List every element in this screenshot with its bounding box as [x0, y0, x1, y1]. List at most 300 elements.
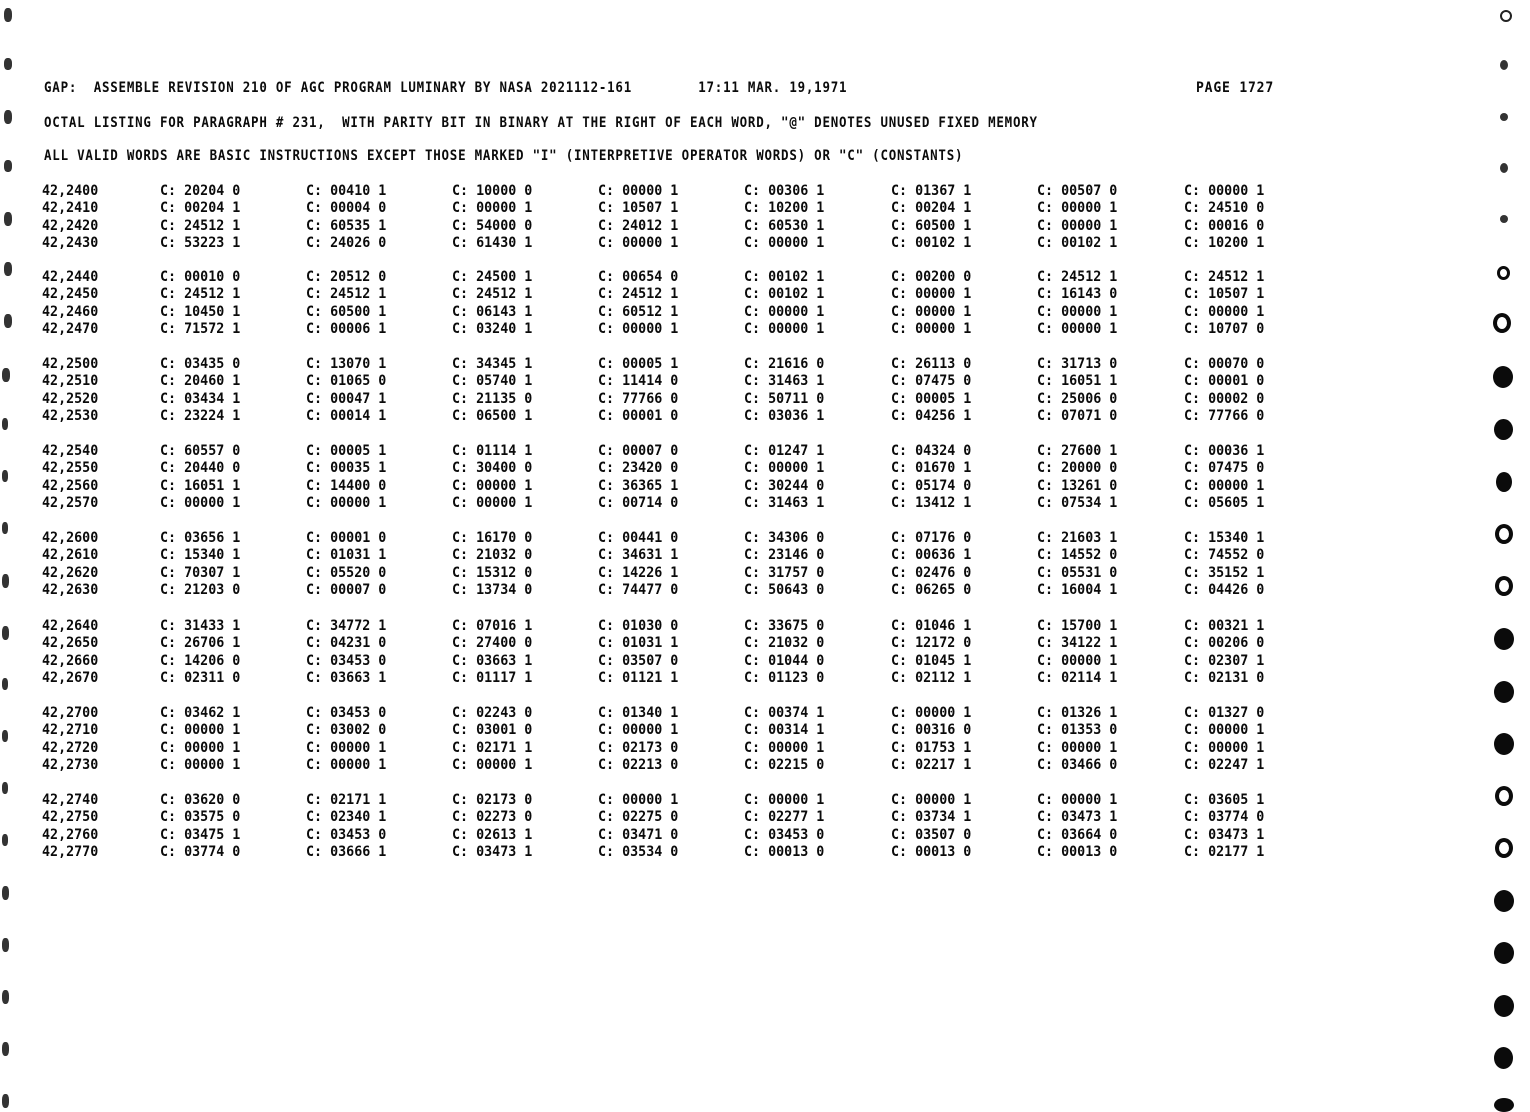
- listing-row: [0, 618, 1530, 635]
- word-cell: C: 24512 1: [1037, 269, 1118, 285]
- word-cell: C: 03507 0: [598, 652, 679, 669]
- word-cell: C: 77766 0: [598, 390, 679, 407]
- edge-mark-icon: [2, 522, 8, 534]
- listing-row: [0, 565, 1530, 582]
- word-cell: C: 00000 1: [891, 286, 972, 303]
- word-cell: C: 03666 1: [306, 843, 387, 860]
- word-cell: C: 00001 0: [1184, 373, 1265, 390]
- word-cell: C: 06500 1: [452, 407, 533, 424]
- word-cell: C: 00000 1: [1037, 320, 1118, 337]
- address-cell: 42,2610: [42, 547, 99, 564]
- address-cell: 42,2550: [42, 460, 99, 477]
- word-cell: C: 21603 1: [1037, 530, 1118, 546]
- word-cell: C: 00000 1: [598, 792, 679, 808]
- word-cell: C: 07475 0: [891, 373, 972, 390]
- word-cell: C: 31433 1: [160, 618, 241, 634]
- word-cell: C: 00004 0: [306, 200, 387, 217]
- word-cell: C: 21203 0: [160, 581, 241, 598]
- word-cell: C: 61430 1: [452, 234, 533, 251]
- listing-legend: ALL VALID WORDS ARE BASIC INSTRUCTIONS EXCEPT THOSE MARKED "I" (INTERPRETIVE OPERATOR WORDS) OR "C" (CONSTANTS): [44, 148, 964, 164]
- word-cell: C: 20000 0: [1037, 460, 1118, 477]
- word-cell: C: 00036 1: [1184, 443, 1265, 459]
- word-cell: C: 00000 1: [598, 320, 679, 337]
- word-cell: C: 00035 1: [306, 460, 387, 477]
- word-cell: C: 00321 1: [1184, 618, 1265, 634]
- word-cell: C: 02275 0: [598, 809, 679, 826]
- word-cell: C: 03620 0: [160, 792, 241, 808]
- word-cell: C: 16170 0: [452, 530, 533, 546]
- listing-block: [0, 792, 1530, 861]
- listing-subtitle: OCTAL LISTING FOR PARAGRAPH # 231, WITH PARITY BIT IN BINARY AT THE RIGHT OF EACH WORD, "@" DENOTES UNUSED FIXED MEMORY: [44, 115, 1038, 131]
- word-cell: C: 23146 0: [744, 547, 825, 564]
- word-cell: C: 00206 0: [1184, 635, 1265, 652]
- word-cell: C: 24012 1: [598, 217, 679, 234]
- listing-row: [0, 183, 1530, 200]
- word-cell: C: 50643 0: [744, 581, 825, 598]
- word-cell: C: 00013 0: [891, 843, 972, 860]
- word-cell: C: 01031 1: [598, 635, 679, 652]
- word-cell: C: 13261 0: [1037, 477, 1118, 494]
- word-cell: C: 20440 0: [160, 460, 241, 477]
- word-cell: C: 03240 1: [452, 320, 533, 337]
- word-cell: C: 02247 1: [1184, 756, 1265, 773]
- word-cell: C: 00654 0: [598, 269, 679, 285]
- word-cell: C: 14206 0: [160, 652, 241, 669]
- word-cell: C: 24512 1: [1184, 269, 1265, 285]
- word-cell: C: 01117 1: [452, 669, 533, 686]
- edge-mark-icon: [4, 212, 12, 226]
- listing-row: [0, 200, 1530, 217]
- word-cell: C: 31713 0: [1037, 356, 1118, 372]
- word-cell: C: 21032 0: [452, 547, 533, 564]
- word-cell: C: 77766 0: [1184, 407, 1265, 424]
- word-cell: C: 60512 1: [598, 303, 679, 320]
- word-cell: C: 05531 0: [1037, 564, 1118, 581]
- word-cell: C: 03774 0: [160, 843, 241, 860]
- word-cell: C: 24512 1: [160, 217, 241, 234]
- word-cell: C: 03507 0: [891, 826, 972, 843]
- word-cell: C: 00000 1: [1037, 200, 1118, 217]
- word-cell: C: 05520 0: [306, 564, 387, 581]
- word-cell: C: 00314 1: [744, 722, 825, 739]
- word-cell: C: 00000 1: [452, 756, 533, 773]
- word-cell: C: 00013 0: [1037, 843, 1118, 860]
- listing-row: [0, 408, 1530, 425]
- listing-row: [0, 722, 1530, 739]
- edge-mark-icon: [2, 678, 8, 690]
- word-cell: C: 00000 1: [160, 722, 241, 739]
- word-cell: C: 00714 0: [598, 494, 679, 511]
- listing-row: [0, 460, 1530, 477]
- word-cell: C: 01046 1: [891, 618, 972, 634]
- word-cell: C: 03774 0: [1184, 809, 1265, 826]
- listing-row: [0, 705, 1530, 722]
- feed-hole-icon: [1500, 10, 1512, 22]
- word-cell: C: 01031 1: [306, 547, 387, 564]
- address-cell: 42,2510: [42, 373, 99, 390]
- listing-row: [0, 530, 1530, 547]
- edge-mark-icon: [2, 418, 8, 430]
- listing-block: [0, 356, 1530, 425]
- word-cell: C: 03663 1: [306, 669, 387, 686]
- address-cell: 42,2520: [42, 390, 99, 407]
- address-cell: 42,2570: [42, 494, 99, 511]
- word-cell: C: 24510 0: [1184, 200, 1265, 217]
- word-cell: C: 02307 1: [1184, 652, 1265, 669]
- word-cell: C: 03656 1: [160, 530, 241, 546]
- word-cell: C: 03473 1: [1037, 809, 1118, 826]
- word-cell: C: 60530 1: [744, 217, 825, 234]
- listing-row: [0, 269, 1530, 286]
- word-cell: C: 00000 1: [160, 494, 241, 511]
- word-cell: C: 16143 0: [1037, 286, 1118, 303]
- feed-hole-icon: [1495, 838, 1513, 858]
- word-cell: C: 01326 1: [1037, 705, 1118, 721]
- word-cell: C: 71572 1: [160, 320, 241, 337]
- feed-hole-icon: [1500, 113, 1508, 121]
- word-cell: C: 53223 1: [160, 234, 241, 251]
- edge-mark-icon: [2, 368, 10, 382]
- word-cell: C: 00102 1: [891, 234, 972, 251]
- word-cell: C: 00047 1: [306, 390, 387, 407]
- word-cell: C: 02173 0: [598, 739, 679, 756]
- word-cell: C: 02171 1: [306, 792, 387, 808]
- word-cell: C: 01030 0: [598, 618, 679, 634]
- word-cell: C: 00636 1: [891, 547, 972, 564]
- word-cell: C: 02340 1: [306, 809, 387, 826]
- word-cell: C: 03605 1: [1184, 792, 1265, 808]
- edge-mark-icon: [2, 834, 8, 846]
- word-cell: C: 00000 1: [306, 739, 387, 756]
- listing-row: [0, 286, 1530, 303]
- edge-mark-icon: [4, 314, 12, 328]
- word-cell: C: 00000 1: [452, 494, 533, 511]
- word-cell: C: 03453 0: [306, 705, 387, 721]
- listing-row: [0, 582, 1530, 599]
- word-cell: C: 06265 0: [891, 581, 972, 598]
- word-cell: C: 00102 1: [1037, 234, 1118, 251]
- word-cell: C: 00316 0: [891, 722, 972, 739]
- address-cell: 42,2430: [42, 234, 99, 251]
- word-cell: C: 25006 0: [1037, 390, 1118, 407]
- word-cell: C: 05740 1: [452, 373, 533, 390]
- word-cell: C: 21135 0: [452, 390, 533, 407]
- word-cell: C: 00000 1: [1037, 303, 1118, 320]
- edge-mark-icon: [4, 160, 12, 172]
- address-cell: 42,2750: [42, 809, 99, 826]
- word-cell: C: 01045 1: [891, 652, 972, 669]
- word-cell: C: 34345 1: [452, 356, 533, 372]
- word-cell: C: 02173 0: [452, 792, 533, 808]
- feed-hole-icon: [1496, 472, 1512, 492]
- feed-hole-icon: [1493, 366, 1513, 388]
- feed-hole-icon: [1495, 576, 1513, 596]
- word-cell: C: 00306 1: [744, 183, 825, 199]
- word-cell: C: 00000 1: [744, 792, 825, 808]
- word-cell: C: 00010 0: [160, 269, 241, 285]
- word-cell: C: 03471 0: [598, 826, 679, 843]
- word-cell: C: 27400 0: [452, 635, 533, 652]
- word-cell: C: 15340 1: [160, 547, 241, 564]
- word-cell: C: 60500 1: [306, 303, 387, 320]
- listing-row: [0, 478, 1530, 495]
- word-cell: C: 00000 1: [306, 756, 387, 773]
- address-cell: 42,2460: [42, 303, 99, 320]
- word-cell: C: 00007 0: [598, 443, 679, 459]
- listing-row: [0, 809, 1530, 826]
- feed-hole-icon: [1494, 681, 1514, 703]
- word-cell: C: 16051 1: [1037, 373, 1118, 390]
- address-cell: 42,2760: [42, 826, 99, 843]
- word-cell: C: 01753 1: [891, 739, 972, 756]
- listing-row: [0, 218, 1530, 235]
- word-cell: C: 00000 1: [744, 303, 825, 320]
- listing-block: [0, 530, 1530, 599]
- word-cell: C: 01367 1: [891, 183, 972, 199]
- word-cell: C: 02311 0: [160, 669, 241, 686]
- listing-row: [0, 653, 1530, 670]
- feed-hole-icon: [1493, 313, 1511, 333]
- word-cell: C: 02215 0: [744, 756, 825, 773]
- word-cell: C: 00200 0: [891, 269, 972, 285]
- edge-mark-icon: [2, 470, 8, 482]
- word-cell: C: 00000 1: [452, 200, 533, 217]
- word-cell: C: 24026 0: [306, 234, 387, 251]
- word-cell: C: 01670 1: [891, 460, 972, 477]
- address-cell: 42,2660: [42, 652, 99, 669]
- word-cell: C: 10450 1: [160, 303, 241, 320]
- word-cell: C: 03475 1: [160, 826, 241, 843]
- word-cell: C: 03466 0: [1037, 756, 1118, 773]
- word-cell: C: 23420 0: [598, 460, 679, 477]
- listing-row: [0, 547, 1530, 564]
- address-cell: 42,2400: [42, 183, 99, 199]
- address-cell: 42,2720: [42, 739, 99, 756]
- word-cell: C: 03453 0: [306, 652, 387, 669]
- word-cell: C: 14400 0: [306, 477, 387, 494]
- edge-mark-icon: [2, 1042, 9, 1056]
- word-cell: C: 01353 0: [1037, 722, 1118, 739]
- listing-row: [0, 391, 1530, 408]
- listing-row: [0, 321, 1530, 338]
- listing-block: [0, 705, 1530, 774]
- word-cell: C: 13734 0: [452, 581, 533, 598]
- address-cell: 42,2540: [42, 443, 99, 459]
- word-cell: C: 01065 0: [306, 373, 387, 390]
- word-cell: C: 00000 1: [598, 234, 679, 251]
- edge-mark-icon: [2, 730, 8, 742]
- word-cell: C: 00102 1: [744, 286, 825, 303]
- word-cell: C: 01123 0: [744, 669, 825, 686]
- edge-mark-icon: [2, 782, 8, 794]
- word-cell: C: 02277 1: [744, 809, 825, 826]
- word-cell: C: 00000 1: [160, 739, 241, 756]
- word-cell: C: 04426 0: [1184, 581, 1265, 598]
- word-cell: C: 31757 0: [744, 564, 825, 581]
- address-cell: 42,2410: [42, 200, 99, 217]
- word-cell: C: 04256 1: [891, 407, 972, 424]
- word-cell: C: 21616 0: [744, 356, 825, 372]
- address-cell: 42,2620: [42, 564, 99, 581]
- word-cell: C: 02613 1: [452, 826, 533, 843]
- word-cell: C: 02213 0: [598, 756, 679, 773]
- word-cell: C: 00000 1: [1184, 722, 1265, 739]
- word-cell: C: 13412 1: [891, 494, 972, 511]
- word-cell: C: 02217 1: [891, 756, 972, 773]
- address-cell: 42,2450: [42, 286, 99, 303]
- word-cell: C: 03002 0: [306, 722, 387, 739]
- address-cell: 42,2770: [42, 843, 99, 860]
- feed-hole-icon: [1497, 266, 1510, 280]
- word-cell: C: 33675 0: [744, 618, 825, 634]
- word-cell: C: 00000 1: [744, 234, 825, 251]
- word-cell: C: 00005 1: [891, 390, 972, 407]
- word-cell: C: 24512 1: [160, 286, 241, 303]
- address-cell: 42,2730: [42, 756, 99, 773]
- address-cell: 42,2470: [42, 320, 99, 337]
- edge-mark-icon: [4, 8, 12, 22]
- word-cell: C: 00000 1: [1184, 739, 1265, 756]
- word-cell: C: 07176 0: [891, 530, 972, 546]
- address-cell: 42,2420: [42, 217, 99, 234]
- listing-block: [0, 269, 1530, 338]
- word-cell: C: 04324 0: [891, 443, 972, 459]
- word-cell: C: 02114 1: [1037, 669, 1118, 686]
- listing-row: [0, 373, 1530, 390]
- word-cell: C: 12172 0: [891, 635, 972, 652]
- address-cell: 42,2440: [42, 269, 99, 285]
- word-cell: C: 00000 1: [1184, 183, 1265, 199]
- address-cell: 42,2630: [42, 581, 99, 598]
- word-cell: C: 13070 1: [306, 356, 387, 372]
- word-cell: C: 04231 0: [306, 635, 387, 652]
- word-cell: C: 34631 1: [598, 547, 679, 564]
- word-cell: C: 00000 1: [744, 460, 825, 477]
- word-cell: C: 03453 0: [744, 826, 825, 843]
- address-cell: 42,2650: [42, 635, 99, 652]
- word-cell: C: 03664 0: [1037, 826, 1118, 843]
- word-cell: C: 00013 0: [744, 843, 825, 860]
- word-cell: C: 10507 1: [598, 200, 679, 217]
- word-cell: C: 00000 1: [306, 494, 387, 511]
- word-cell: C: 02112 1: [891, 669, 972, 686]
- word-cell: C: 26113 0: [891, 356, 972, 372]
- word-cell: C: 05174 0: [891, 477, 972, 494]
- word-cell: C: 27600 1: [1037, 443, 1118, 459]
- word-cell: C: 02177 1: [1184, 843, 1265, 860]
- feed-hole-icon: [1500, 215, 1508, 223]
- listing-row: [0, 304, 1530, 321]
- word-cell: C: 00001 0: [598, 407, 679, 424]
- word-cell: C: 00441 0: [598, 530, 679, 546]
- listing-row: [0, 757, 1530, 774]
- word-cell: C: 00000 1: [1037, 739, 1118, 756]
- word-cell: C: 31463 1: [744, 373, 825, 390]
- listing-row: [0, 844, 1530, 861]
- word-cell: C: 10707 0: [1184, 320, 1265, 337]
- feed-hole-icon: [1495, 524, 1513, 544]
- word-cell: C: 15312 0: [452, 564, 533, 581]
- word-cell: C: 00000 1: [744, 320, 825, 337]
- word-cell: C: 00001 0: [306, 530, 387, 546]
- word-cell: C: 34306 0: [744, 530, 825, 546]
- address-cell: 42,2530: [42, 407, 99, 424]
- listing-row: [0, 792, 1530, 809]
- feed-hole-icon: [1494, 419, 1513, 440]
- word-cell: C: 70307 1: [160, 564, 241, 581]
- word-cell: C: 00000 1: [1037, 792, 1118, 808]
- word-cell: C: 60557 0: [160, 443, 241, 459]
- word-cell: C: 31463 1: [744, 494, 825, 511]
- word-cell: C: 07534 1: [1037, 494, 1118, 511]
- edge-mark-icon: [2, 1094, 9, 1108]
- listing-row: [0, 635, 1530, 652]
- word-cell: C: 02171 1: [452, 739, 533, 756]
- word-cell: C: 24512 1: [452, 286, 533, 303]
- feed-hole-icon: [1494, 942, 1514, 964]
- word-cell: C: 60500 1: [891, 217, 972, 234]
- word-cell: C: 00000 1: [1184, 303, 1265, 320]
- word-cell: C: 00007 0: [306, 581, 387, 598]
- listing-block: [0, 618, 1530, 687]
- listing-row: [0, 443, 1530, 460]
- word-cell: C: 00204 1: [160, 200, 241, 217]
- listing-title: GAP: ASSEMBLE REVISION 210 OF AGC PROGRAM LUMINARY BY NASA 2021112-161 17:11 MAR. 19,1971: [44, 80, 848, 96]
- address-cell: 42,2700: [42, 705, 99, 721]
- word-cell: C: 03434 1: [160, 390, 241, 407]
- word-cell: C: 14552 0: [1037, 547, 1118, 564]
- word-cell: C: 00204 1: [891, 200, 972, 217]
- word-cell: C: 00374 1: [744, 705, 825, 721]
- word-cell: C: 05605 1: [1184, 494, 1265, 511]
- word-cell: C: 11414 0: [598, 373, 679, 390]
- word-cell: C: 07071 0: [1037, 407, 1118, 424]
- word-cell: C: 00000 1: [1037, 652, 1118, 669]
- word-cell: C: 03473 1: [452, 843, 533, 860]
- word-cell: C: 03534 0: [598, 843, 679, 860]
- word-cell: C: 14226 1: [598, 564, 679, 581]
- word-cell: C: 03435 0: [160, 356, 241, 372]
- word-cell: C: 03453 0: [306, 826, 387, 843]
- address-cell: 42,2560: [42, 477, 99, 494]
- word-cell: C: 36365 1: [598, 477, 679, 494]
- listing-row: [0, 740, 1530, 757]
- word-cell: C: 30244 0: [744, 477, 825, 494]
- feed-hole-icon: [1494, 733, 1514, 755]
- word-cell: C: 02131 0: [1184, 669, 1265, 686]
- word-cell: C: 03036 1: [744, 407, 825, 424]
- word-cell: C: 07016 1: [452, 618, 533, 634]
- word-cell: C: 20512 0: [306, 269, 387, 285]
- word-cell: C: 02273 0: [452, 809, 533, 826]
- word-cell: C: 00006 1: [306, 320, 387, 337]
- edge-mark-icon: [4, 110, 12, 124]
- word-cell: C: 16051 1: [160, 477, 241, 494]
- word-cell: C: 00000 1: [891, 792, 972, 808]
- listing-row: [0, 670, 1530, 687]
- word-cell: C: 24500 1: [452, 269, 533, 285]
- address-cell: 42,2670: [42, 669, 99, 686]
- edge-mark-icon: [4, 58, 12, 70]
- listing-block: [0, 443, 1530, 512]
- word-cell: C: 01121 1: [598, 669, 679, 686]
- word-cell: C: 03734 1: [891, 809, 972, 826]
- word-cell: C: 06143 1: [452, 303, 533, 320]
- feed-hole-icon: [1495, 786, 1513, 806]
- word-cell: C: 00410 1: [306, 183, 387, 199]
- word-cell: C: 20204 0: [160, 183, 241, 199]
- word-cell: C: 10507 1: [1184, 286, 1265, 303]
